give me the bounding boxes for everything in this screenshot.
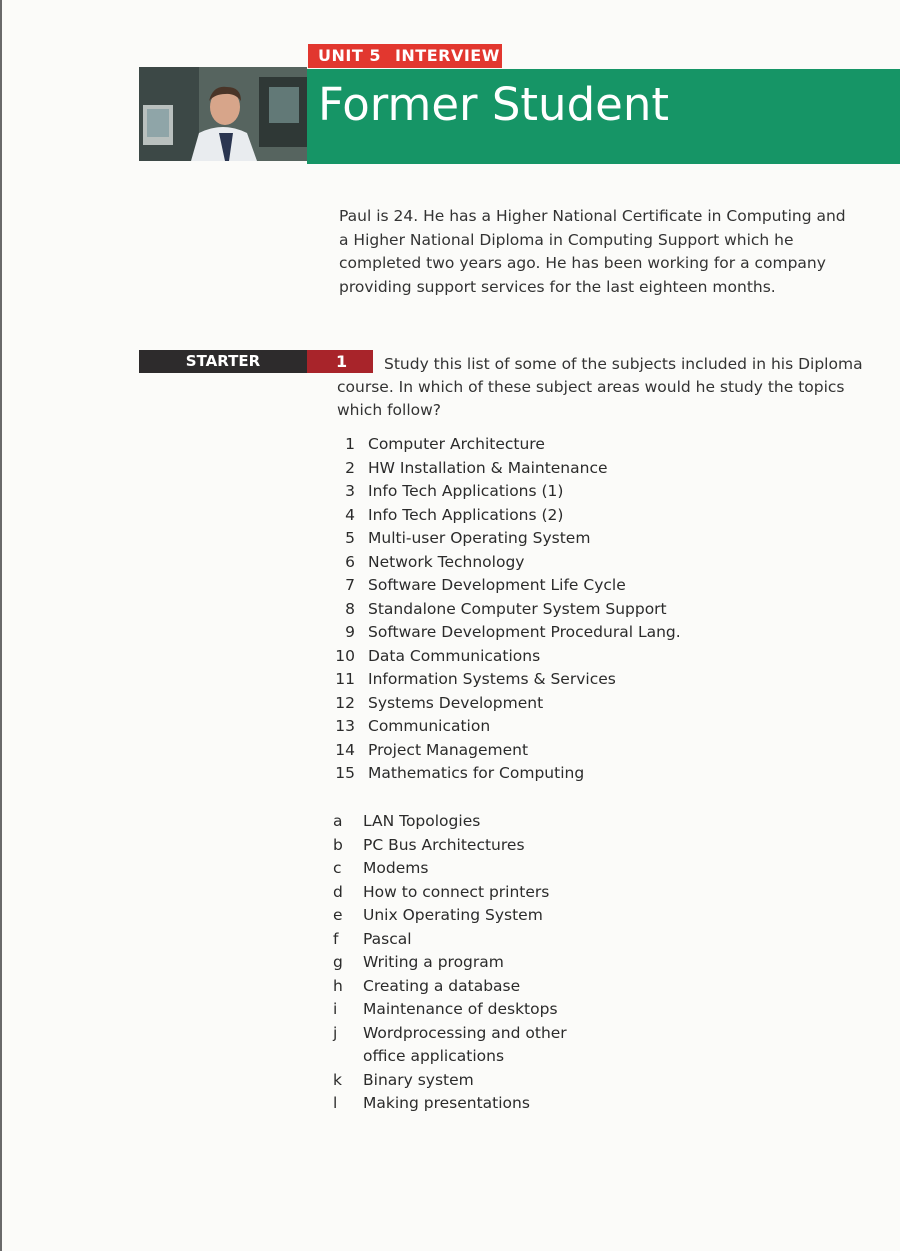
list-item (333, 551, 681, 575)
list-item (333, 975, 603, 999)
item-text: Binary system (363, 1070, 474, 1089)
item-text: How to connect printers (363, 882, 550, 901)
item-number: 4 (345, 505, 355, 524)
exercise-instructions: Study this list of some of the subjects included in his Diploma course. In which of these subject areas would he study the topics which follow? (337, 355, 863, 419)
item-number: 1 (345, 435, 355, 453)
item-letter: h (333, 976, 343, 995)
page-edge-rule (0, 0, 2, 1251)
topic-list (333, 810, 603, 1116)
item-number: 14 (335, 740, 355, 759)
item-text: Pascal (363, 929, 412, 948)
item-text: Writing a program (363, 953, 504, 971)
starter-label: STARTER (139, 350, 307, 373)
list-item (333, 762, 681, 786)
item-text: Network Technology (368, 552, 525, 571)
item-text: Making presentations (363, 1094, 530, 1112)
list-item (333, 904, 603, 928)
item-number: 13 (335, 717, 355, 735)
list-item (333, 857, 603, 881)
list-item (333, 715, 681, 739)
list-item (333, 810, 603, 834)
list-item (333, 998, 603, 1022)
item-number: 9 (345, 623, 355, 641)
section-label: INTERVIEW (394, 46, 500, 65)
item-text: Mathematics for Computing (368, 764, 585, 782)
item-text: Computer Architecture (368, 435, 545, 453)
subject-list (333, 433, 681, 786)
item-text: Multi-user Operating System (368, 529, 591, 547)
item-letter: a (333, 812, 343, 830)
item-text: Software Development Procedural Lang. (368, 623, 681, 641)
list-item (333, 598, 681, 622)
list-item (333, 881, 603, 905)
item-text: Systems Development (368, 693, 544, 712)
item-text: Project Management (368, 740, 529, 759)
list-item (333, 480, 681, 504)
item-text: PC Bus Architectures (363, 835, 525, 854)
item-number: 5 (345, 529, 355, 547)
list-item (333, 1022, 603, 1069)
item-text: Info Tech Applications (2) (368, 505, 564, 524)
person-at-computer-photo (139, 67, 307, 161)
item-text: Maintenance of desktops (363, 1000, 558, 1018)
item-number: 12 (335, 693, 355, 712)
header-photo (139, 67, 307, 161)
list-item (333, 668, 681, 692)
list-item (333, 527, 681, 551)
item-number: 8 (345, 599, 355, 618)
item-text: Creating a database (363, 976, 521, 995)
item-text: Unix Operating System (363, 906, 543, 924)
item-number: 2 (345, 458, 355, 477)
item-letter: c (333, 859, 342, 877)
item-text: Standalone Computer System Support (368, 599, 667, 618)
intro-paragraph: Paul is 24. He has a Higher National Certificate in Computing and a Higher National Diploma in Computing Support which he completed two years ago. He has been working for a company providing support services for the last eighteen months. (339, 207, 846, 296)
list-item (333, 1092, 603, 1116)
item-number: 10 (335, 646, 355, 665)
item-letter: f (333, 929, 339, 948)
item-text: Info Tech Applications (1) (368, 482, 564, 500)
item-text: Information Systems & Services (368, 670, 616, 688)
item-number: 6 (345, 552, 355, 571)
item-text: Wordprocessing and other office applications (363, 1023, 567, 1065)
list-item (333, 645, 681, 669)
exercise-number: 1 (336, 352, 348, 371)
list-item (333, 928, 603, 952)
page-title: Former Student (318, 78, 669, 131)
list-item (333, 739, 681, 763)
item-letter: i (333, 1000, 338, 1018)
item-number: 7 (345, 576, 355, 594)
list-item (333, 504, 681, 528)
list-item (333, 621, 681, 645)
item-letter: l (333, 1094, 338, 1112)
list-item (333, 951, 603, 975)
item-number: 3 (345, 482, 355, 500)
unit-label: UNIT 5 (318, 46, 381, 65)
unit-tag (308, 44, 502, 68)
item-number: 11 (335, 670, 355, 688)
item-text: LAN Topologies (363, 812, 481, 830)
list-item (333, 457, 681, 481)
list-item (333, 574, 681, 598)
item-text: Data Communications (368, 646, 541, 665)
list-item (333, 433, 681, 457)
item-letter: j (333, 1023, 338, 1042)
item-text: Modems (363, 859, 429, 877)
item-text: HW Installation & Maintenance (368, 458, 608, 477)
list-item (333, 692, 681, 716)
item-letter: k (333, 1070, 342, 1089)
item-text: Communication (368, 717, 491, 735)
list-item (333, 834, 603, 858)
item-letter: e (333, 906, 343, 924)
item-letter: b (333, 835, 343, 854)
list-item (333, 1069, 603, 1093)
item-letter: d (333, 882, 343, 901)
item-number: 15 (335, 764, 355, 782)
item-text: Software Development Life Cycle (368, 576, 626, 594)
item-letter: g (333, 953, 343, 971)
